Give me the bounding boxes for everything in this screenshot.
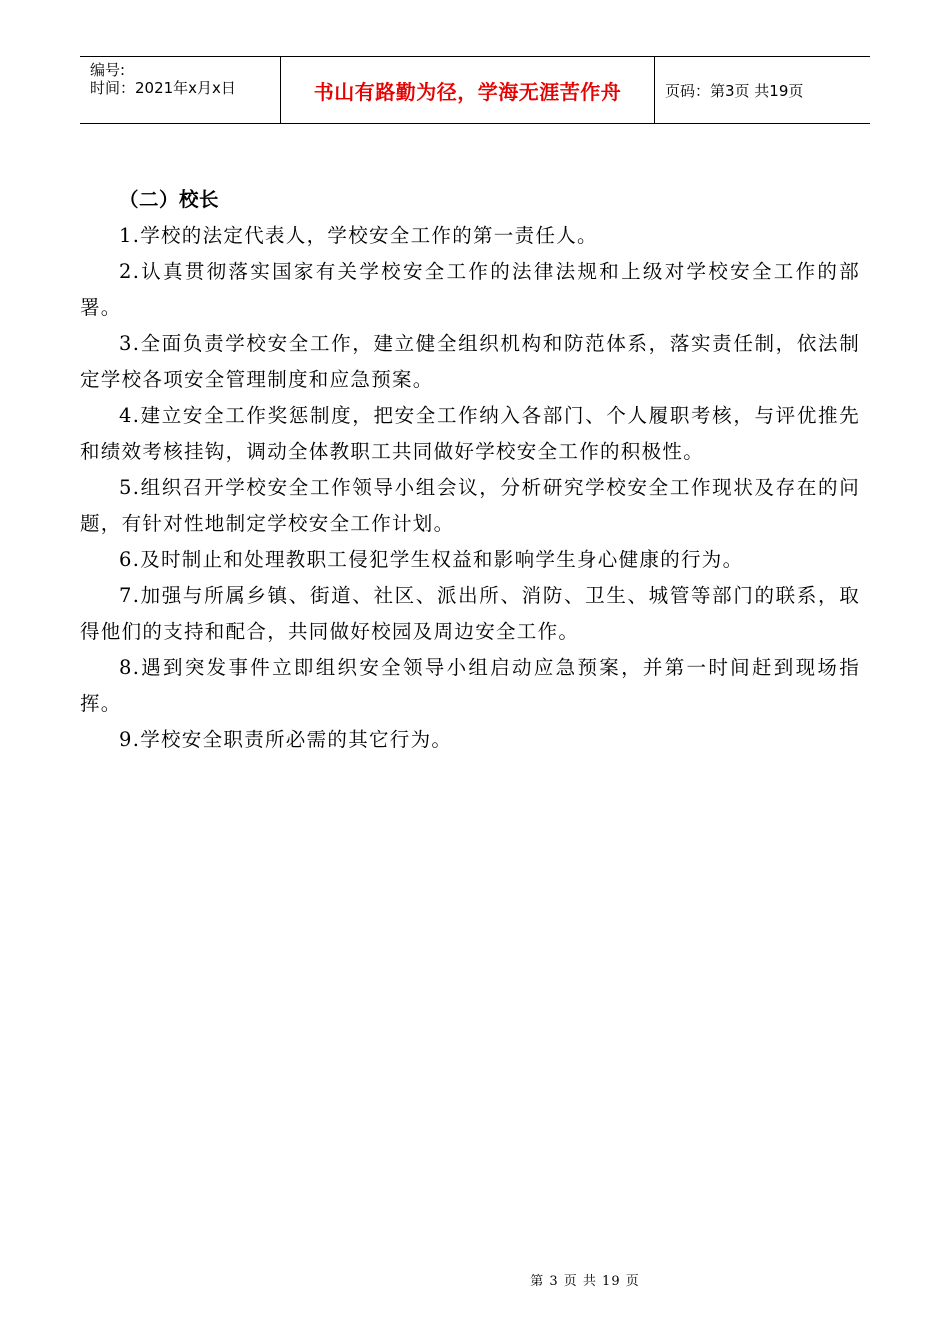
document-number-label: 编号: — [90, 61, 126, 79]
duty-item-2: 2.认真贯彻落实国家有关学校安全工作的法律法规和上级对学校安全工作的部署。 — [80, 260, 860, 319]
header-page-info: 页码：第3页 共19页 — [665, 81, 804, 100]
duty-item-3: 3.全面负责学校安全工作，建立健全组织机构和防范体系，落实责任制，依法制定学校各项安全管理制度和应急预案。 — [80, 332, 860, 391]
header-motto: 书山有路勤为径，学海无涯苦作舟 — [313, 79, 622, 104]
header-meta-cell — [80, 57, 281, 123]
duty-item-6: 6.及时制止和处理教职工侵犯学生权益和影响学生身心健康的行为。 — [119, 548, 744, 571]
duty-item-5: 5.组织召开学校安全工作领导小组会议，分析研究学校安全工作现状及存在的问题，有针对性地制定学校安全工作计划。 — [80, 476, 860, 535]
duty-item-1: 1.学校的法定代表人，学校安全工作的第一责任人。 — [119, 224, 598, 247]
document-date: 时间：2021年x月x日 — [90, 79, 236, 97]
duty-item-4: 4.建立安全工作奖惩制度，把安全工作纳入各部门、个人履职考核，与评优推先和绩效考核挂钩，调动全体教职工共同做好学校安全工作的积极性。 — [80, 404, 860, 463]
header-motto-cell — [281, 57, 655, 123]
footer-page-number: 第 3 页 共 19 页 — [530, 1274, 640, 1289]
page-header — [80, 56, 870, 124]
header-page-cell — [655, 57, 870, 123]
page-footer — [0, 1270, 950, 1289]
duty-item-8: 8.遇到突发事件立即组织安全领导小组启动应急预案，并第一时间赶到现场指挥。 — [80, 656, 860, 715]
section-heading: （二）校长 — [119, 188, 220, 211]
duty-item-9: 9.学校安全职责所必需的其它行为。 — [119, 728, 453, 751]
document-body — [80, 182, 860, 758]
duty-item-7: 7.加强与所属乡镇、街道、社区、派出所、消防、卫生、城管等部门的联系，取得他们的支持和配合，共同做好校园及周边安全工作。 — [80, 584, 860, 643]
